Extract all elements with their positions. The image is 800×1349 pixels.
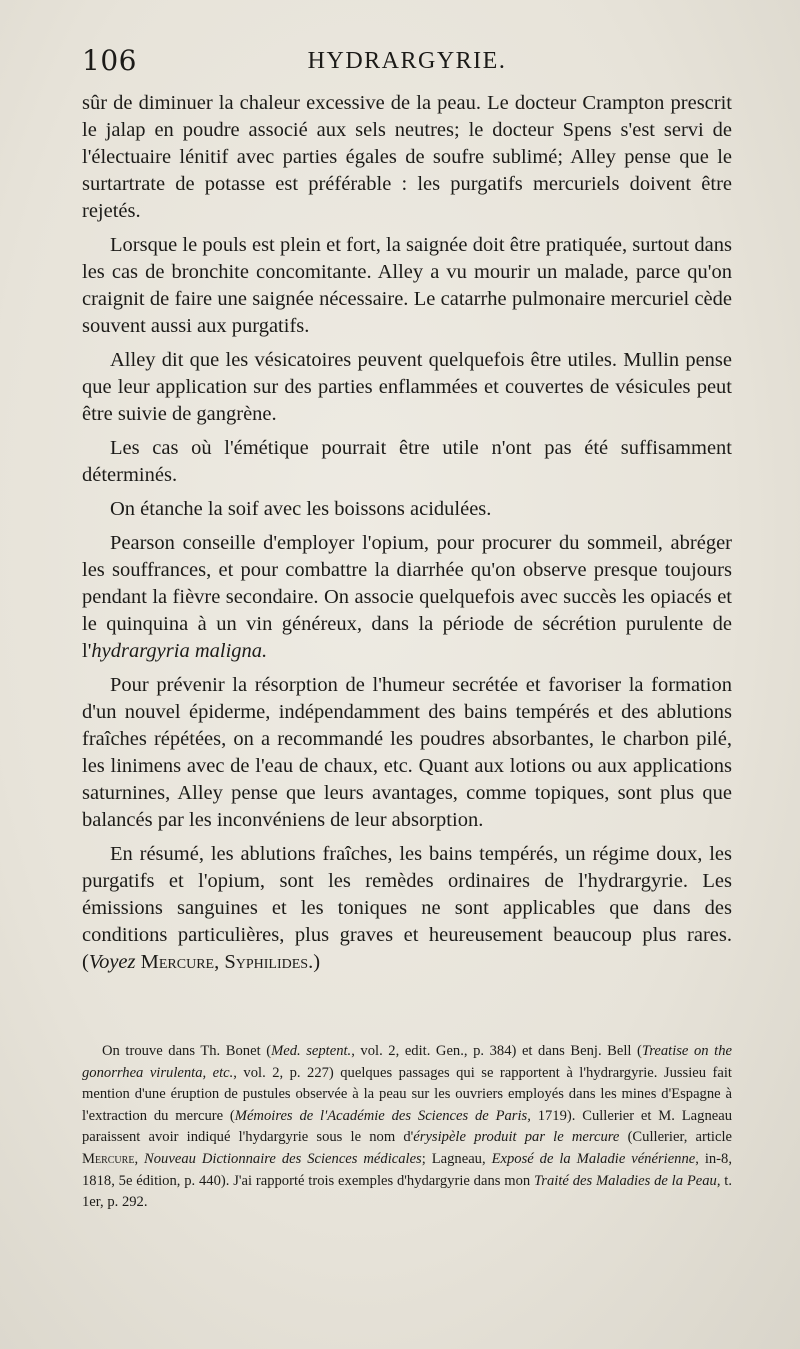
fn-s8: érysipèle produit par le mercure: [413, 1129, 620, 1146]
page-number: 106: [82, 44, 137, 77]
paragraph-8: [82, 841, 732, 976]
paragraph-6-text: Pearson conseille d'employer l'opium, pour procurer du sommeil, abréger les souffrances, et pour combattre la diarrhée qu'on observe presque toujours pendant la fièvre secondaire. On associe quelquefois avec succès les opiacés et le quinquina à un vin généreux, dans la période de sécrétion purulente de l': [82, 532, 732, 662]
paragraph-7: Pour prévenir la résorption de l'humeur secrétée et favoriser la formation d'un nouvel épiderme, indépendamment des bains tempérés et des ablutions fraîches répétées, on a recommandé les poudres absorbantes, le charbon pilé, les linimens avec de l'eau de chaux, etc. Quant aux lotions ou aux applications saturnines, Alley pense que leurs avantages, comme topiques, sont plus que balancés par les inconvéniens de leur absorption.: [82, 674, 732, 831]
paragraph-6-italic: hydrargyria maligna.: [91, 640, 268, 662]
footnote-paragraph: [82, 1041, 732, 1214]
fn-s14: Exposé de la Maladie vénérienne: [491, 1150, 696, 1167]
fn-s5: , vol. 2, p. 227) quelques passages qui se rapportent à l'hydrargyrie. Jussieu fait mention d'une éruption de pustules observée à la peau sur les ouvriers employés dans les mines d'Espagne à l'extraction du mercure (: [82, 1064, 732, 1124]
paragraph-2: Lorsque le pouls est plein et fort, la saignée doit être pratiquée, surtout dans les cas de bronchite concomitante. Alley a vu mourir un malade, parce qu'on craignit de faire une saignée nécessaire. Le catarrhe pulmonaire mercuriel cède souvent aussi aux purgatifs.: [82, 234, 732, 337]
paragraph-8-text: En résumé, les ablutions fraîches, les bains tempérés, un régime doux, les purgatifs et l'opium, sont les remèdes ordinaires de l'hydrargyrie. Les émissions sanguines et les toniques ne sont applicables que dans des conditions particulières, plus graves et heureusement beaucoup plus rares. (: [82, 843, 732, 973]
running-title: HYDRARGYRIE.: [307, 48, 507, 74]
fn-s10: Mercure: [82, 1150, 135, 1167]
fn-s7: 1719). Cullerier et M. Lagneau paraissent avoir indiqué l'hydargyrie sous le nom d': [82, 1107, 732, 1146]
footnote: [82, 1041, 732, 1214]
paragraph-8-refs: Mercure, Syphilides.): [135, 951, 321, 973]
body-text: [82, 90, 732, 983]
paragraph-4: Les cas où l'émétique pourrait être utile n'ont pas été suffisamment déterminés.: [82, 437, 732, 486]
fn-s15: , in-8, 1818, 5e édition, p. 440). J'ai rapporté trois exemples d'hydargyrie dans mon: [82, 1150, 732, 1189]
paragraph-3: Alley dit que les vésicatoires peuvent quelquefois être utiles. Mullin pense que leur application sur des parties enflammées et couvertes de vésicules peut être suivie de gangrène.: [82, 349, 732, 425]
fn-s2: Med. septent.: [271, 1043, 352, 1059]
fn-s13: ; Lagneau,: [421, 1150, 492, 1167]
paragraph-6: [82, 530, 732, 665]
fn-s3: , vol. 2, edit. Gen., p. 384) et dans Benj. Bell (: [351, 1043, 642, 1059]
fn-s6: Mémoires de l'Académie des Sciences de Paris,: [234, 1107, 531, 1124]
fn-s17: , t. 1er, p. 292.: [82, 1172, 732, 1211]
fn-s11: ,: [134, 1150, 145, 1167]
fn-s1: On trouve dans Th. Bonet (: [102, 1043, 272, 1059]
fn-s16: Traité des Maladies de la Peau: [534, 1172, 717, 1189]
fn-s12: Nouveau Dictionnaire des Sciences médicales: [144, 1150, 422, 1167]
paragraph-1: sûr de diminuer la chaleur excessive de la peau. Le docteur Crampton prescrit le jalap en poudre associé aux sels neutres; le docteur Spens s'est servi de l'électuaire lénitif avec parties égales de soufre sublimé; Alley pense que le surtartrate de potasse est préférable : les purgatifs mercuriels doivent être rejetés.: [82, 92, 732, 222]
paragraph-5: On étanche la soif avec les boissons acidulées.: [110, 498, 492, 520]
fn-s9: (Cullerier, article: [619, 1129, 732, 1146]
paragraph-8-voyez: Voyez: [88, 951, 136, 973]
fn-s4: Treatise on the gonorrhea virulenta, etc.: [82, 1043, 732, 1081]
page-header: [82, 44, 732, 84]
